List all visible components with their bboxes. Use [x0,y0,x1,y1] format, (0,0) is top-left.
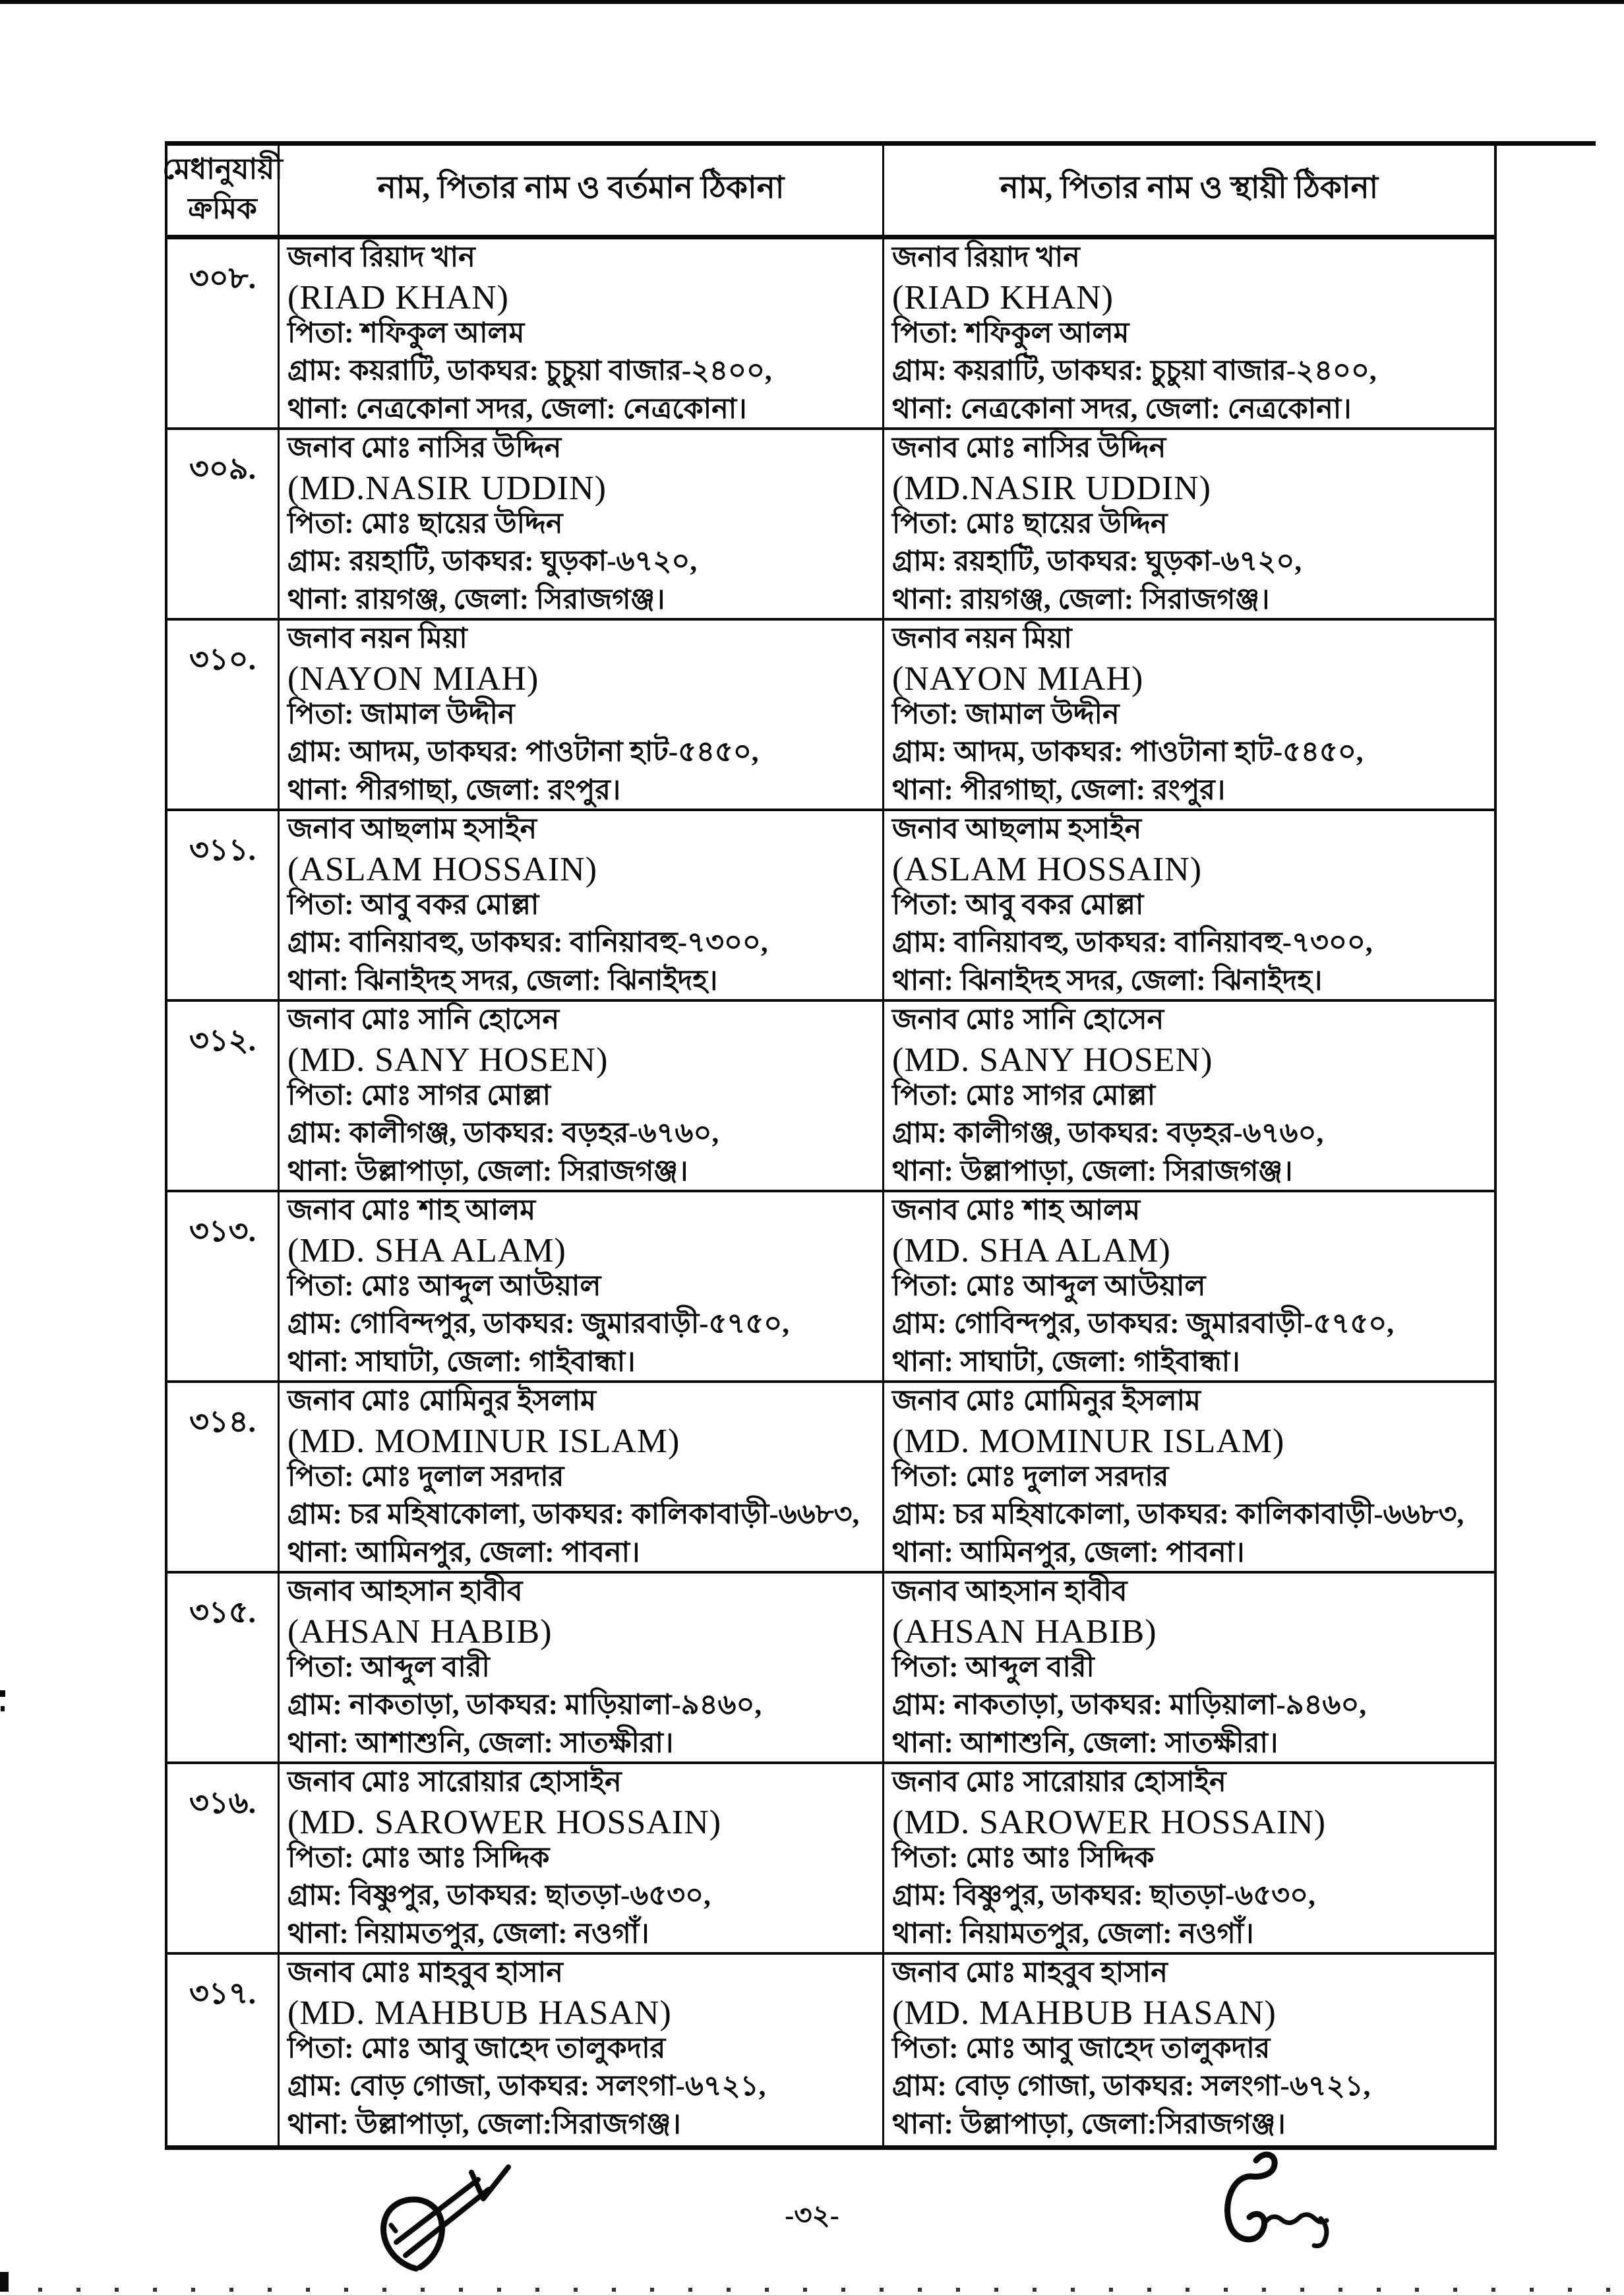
permanent-address-lines [884,239,1494,430]
present-address-lines [280,621,882,811]
permanent-address-lines [884,811,1494,1002]
present-address-lines [280,239,882,430]
person-name-bn: জনাব নয়ন মিয়া [892,623,1072,655]
father-name: পিতা: মোঃ দুলাল সরদার [287,1461,564,1492]
village-postoffice-line: গ্রাম: কালীগঞ্জ, ডাকঘর: বড়হর-৬৭৬০, [287,1118,719,1149]
permanent-address-cell [884,1574,1494,1761]
father-name: পিতা: জামাল উদ্দীন [892,698,1120,730]
table-row [167,621,1494,811]
header-serial-line2: ক্রমিক [188,193,257,225]
person-name-en: (AHSAN HABIB) [287,1612,553,1651]
table-row [167,239,1494,430]
father-name: পিতা: মোঃ সাগর মোল্লা [287,1080,551,1111]
present-address-cell [280,1383,884,1571]
person-name-bn: জনাব মোঃ মোমিনুর ইসলাম [287,1386,596,1417]
serial-number: ৩০৮. [189,261,256,295]
header-serial-column [162,144,283,235]
person-name-en: (RIAD KHAN) [892,278,1114,317]
permanent-address-cell [884,239,1494,427]
village-postoffice-line: গ্রাম: বোড় গোজা, ডাকঘর: সলংগা-৬৭২১, [287,2071,766,2102]
person-name-en: (MD. SANY HOSEN) [892,1041,1213,1079]
left-signature-icon [365,2162,523,2274]
village-postoffice-line: গ্রাম: রয়হাটি, ডাকঘর: ঘুড়কা-৬৭২০, [287,546,698,578]
header-permanent-address-column [884,144,1494,235]
serial-cell [167,1192,280,1380]
thana-district-line: থানা: নেত্রকোনা সদর, জেলা: নেত্রকোনা। [892,393,1352,425]
present-address-lines [280,811,882,1002]
person-name-en: (NAYON MIAH) [892,659,1144,698]
permanent-address-cell [884,1955,1494,2145]
page-number: -৩২- [785,2201,839,2231]
permanent-address-cell [884,1192,1494,1380]
present-address-cell [280,1764,884,1952]
person-name-bn: জনাব আহসান হাবীব [287,1576,523,1608]
thana-district-line: থানা: সাঘাটা, জেলা: গাইবান্ধা। [892,1346,1240,1378]
table-row [167,430,1494,621]
scan-edge-line [0,0,1624,4]
header-permanent-address-label: নাম, পিতার নাম ও স্থায়ী ঠিকানা [1000,171,1379,205]
person-name-bn: জনাব মোঃ মোমিনুর ইসলাম [892,1386,1201,1417]
father-name: পিতা: আব্দুল বারী [287,1651,490,1683]
person-name-bn: জনাব মোঃ সানি হোসেন [892,1004,1164,1036]
serial-cell [167,1955,280,2145]
serial-cell [167,1383,280,1571]
person-name-en: (MD. SANY HOSEN) [287,1041,609,1079]
present-address-cell [280,811,884,999]
permanent-address-cell [884,430,1494,618]
thana-district-line: থানা: আমিনপুর, জেলা: পাবনা। [892,1537,1245,1568]
village-postoffice-line: গ্রাম: আদম, ডাকঘর: পাওটানা হাট-৫৪৫০, [287,737,759,768]
serial-number: ৩১০. [189,642,256,676]
village-postoffice-line: গ্রাম: চর মহিষাকোলা, ডাকঘর: কালিকাবাড়ী-৬৬৮৩, [892,1499,1464,1531]
father-name: পিতা: মোঃ আবু জাহেদ তালুকদার [892,2033,1271,2064]
permanent-address-cell [884,811,1494,999]
person-name-en: (ASLAM HOSSAIN) [287,850,598,888]
father-name: পিতা: মোঃ আঃ সিদ্দিক [287,1842,550,1874]
person-name-bn: জনাব রিয়াদ খান [287,242,475,274]
person-name-bn: জনাব মোঃ সারোয়ার হোসাইন [287,1767,622,1798]
present-address-cell [280,1002,884,1190]
table-row [167,1764,1494,1955]
permanent-address-cell [884,621,1494,809]
thana-district-line: থানা: রায়গঞ্জ, জেলা: সিরাজগঞ্জ। [287,584,665,615]
person-name-en: (ASLAM HOSSAIN) [892,850,1203,888]
village-postoffice-line: গ্রাম: নাকতাড়া, ডাকঘর: মাড়িয়ালা-৯৪৬০, [287,1690,762,1721]
header-present-address-label: নাম, পিতার নাম ও বর্তমান ঠিকানা [377,171,785,205]
person-name-en: (RIAD KHAN) [287,278,509,317]
person-name-en: (MD. SHA ALAM) [287,1231,566,1270]
permanent-address-lines [884,1002,1494,1192]
scan-corner-mark [0,2272,9,2292]
village-postoffice-line: গ্রাম: গোবিন্দপুর, ডাকঘর: জুমারবাড়ী-৫৭৫০, [287,1308,789,1340]
thana-district-line: থানা: নেত্রকোনা সদর, জেলা: নেত্রকোনা। [287,393,747,425]
thana-district-line: থানা: উল্লাপাড়া, জেলা:সিরাজগঞ্জ। [892,2108,1286,2140]
person-name-bn: জনাব আছলাম হসাইন [892,814,1142,845]
person-name-en: (AHSAN HABIB) [892,1612,1157,1651]
present-address-lines [280,1955,882,2145]
father-name: পিতা: মোঃ ছায়ের উদ্দিন [287,508,563,539]
father-name: পিতা: মোঃ আঃ সিদ্দিক [892,1842,1155,1874]
table-row [167,1002,1494,1192]
village-postoffice-line: গ্রাম: কয়রাটি, ডাকঘর: চুচুয়া বাজার-২৪০০, [892,355,1377,387]
serial-number: ৩১৩. [189,1214,256,1248]
permanent-address-lines [884,1574,1494,1764]
person-name-bn: জনাব আছলাম হসাইন [287,814,537,845]
serial-number: ৩১৭. [189,1976,256,2010]
person-name-bn: জনাব মোঃ মাহবুব হাসান [892,1957,1168,1989]
thana-district-line: থানা: সাঘাটা, জেলা: গাইবান্ধা। [287,1346,636,1378]
present-address-lines [280,1192,882,1383]
serial-number: ৩১১. [189,833,256,867]
person-name-bn: জনাব মোঃ সানি হোসেন [287,1004,560,1036]
scan-dot [0,1690,5,1697]
village-postoffice-line: গ্রাম: কালীগঞ্জ, ডাকঘর: বড়হর-৬৭৬০, [892,1118,1324,1149]
thana-district-line: থানা: পীরগাছা, জেলা: রংপুর। [287,774,621,806]
person-name-en: (MD. SHA ALAM) [892,1231,1171,1270]
village-postoffice-line: গ্রাম: বানিয়াবহু, ডাকঘর: বানিয়াবহু-৭৩০০, [287,927,768,959]
scan-dot [1,1706,5,1711]
permanent-address-lines [884,621,1494,811]
serial-number: ৩১৬. [189,1786,256,1820]
village-postoffice-line: গ্রাম: আদম, ডাকঘর: পাওটানা হাট-৫৪৫০, [892,737,1364,768]
father-name: পিতা: জামাল উদ্দীন [287,698,515,730]
table-row [167,1383,1494,1574]
village-postoffice-line: গ্রাম: বোড় গোজা, ডাকঘর: সলংগা-৬৭২১, [892,2071,1371,2102]
thana-district-line: থানা: ঝিনাইদহ সদর, জেলা: ঝিনাইদহ। [892,965,1323,996]
serial-number: ৩১২. [189,1024,256,1057]
person-name-en: (MD. SAROWER HOSSAIN) [892,1803,1327,1841]
permanent-address-lines [884,1192,1494,1383]
serial-cell [167,1002,280,1190]
person-name-bn: জনাব রিয়াদ খান [892,242,1080,274]
father-name: পিতা: মোঃ দুলাল সরদার [892,1461,1169,1492]
serial-number: ৩১৪. [189,1405,256,1438]
permanent-address-lines [884,1383,1494,1574]
person-name-en: (MD. MOMINUR ISLAM) [287,1422,680,1460]
father-name: পিতা: শফিকুল আলম [287,317,525,349]
person-name-bn: জনাব মোঃ নাসির উদ্দিন [892,433,1166,464]
thana-district-line: থানা: রায়গঞ্জ, জেলা: সিরাজগঞ্জ। [892,584,1270,615]
serial-number: ৩১৫. [189,1595,256,1629]
village-postoffice-line: গ্রাম: বিষ্ণুপুর, ডাকঘর: ছাতড়া-৬৫৩০, [892,1880,1315,1912]
person-name-en: (MD. MAHBUB HASAN) [892,1994,1277,2032]
present-address-lines [280,1574,882,1764]
father-name: পিতা: আবু বকর মোল্লা [892,889,1144,921]
person-name-bn: জনাব মোঃ মাহবুব হাসান [287,1957,563,1989]
table-row [167,1192,1494,1383]
village-postoffice-line: গ্রাম: নাকতাড়া, ডাকঘর: মাড়িয়ালা-৯৪৬০, [892,1690,1367,1721]
thana-district-line: থানা: আমিনপুর, জেলা: পাবনা। [287,1537,640,1568]
right-signature-icon [1217,2147,1355,2266]
present-address-lines [280,430,882,621]
father-name: পিতা: মোঃ আব্দুল আউয়াল [892,1270,1206,1302]
person-name-en: (MD.NASIR UDDIN) [892,469,1211,507]
thana-district-line: থানা: উল্লাপাড়া, জেলা: সিরাজগঞ্জ। [287,1155,688,1187]
thana-district-line: থানা: উল্লাপাড়া, জেলা: সিরাজগঞ্জ। [892,1155,1293,1187]
table-row [167,1574,1494,1764]
scan-edge-noise [0,2288,1624,2292]
present-address-cell [280,621,884,809]
serial-cell [167,811,280,999]
present-address-lines [280,1002,882,1192]
permanent-address-lines [884,1955,1494,2145]
village-postoffice-line: গ্রাম: বানিয়াবহু, ডাকঘর: বানিয়াবহু-৭৩০০, [892,927,1373,959]
father-name: পিতা: আবু বকর মোল্লা [287,889,539,921]
table-row [167,1955,1494,2145]
father-name: পিতা: মোঃ সাগর মোল্লা [892,1080,1156,1111]
person-name-en: (MD.NASIR UDDIN) [287,469,607,507]
person-name-bn: জনাব নয়ন মিয়া [287,623,467,655]
thana-district-line: থানা: উল্লাপাড়া, জেলা:সিরাজগঞ্জ। [287,2108,681,2140]
thana-district-line: থানা: নিয়ামতপুর, জেলা: নওগাঁ। [892,1918,1254,1949]
person-name-en: (NAYON MIAH) [287,659,539,698]
village-postoffice-line: গ্রাম: কয়রাটি, ডাকঘর: চুচুয়া বাজার-২৪০০, [287,355,772,387]
person-name-en: (MD. SAROWER HOSSAIN) [287,1803,722,1841]
merit-list-table [162,144,1497,2150]
village-postoffice-line: গ্রাম: গোবিন্দপুর, ডাকঘর: জুমারবাড়ী-৫৭৫০, [892,1308,1394,1340]
person-name-en: (MD. MOMINUR ISLAM) [892,1422,1285,1460]
thana-district-line: থানা: আশাশুনি, জেলা: সাতক্ষীরা। [287,1727,674,1759]
permanent-address-cell [884,1002,1494,1190]
village-postoffice-line: গ্রাম: রয়হাটি, ডাকঘর: ঘুড়কা-৬৭২০, [892,546,1302,578]
person-name-bn: জনাব আহসান হাবীব [892,1576,1128,1608]
permanent-address-cell [884,1383,1494,1571]
thana-district-line: থানা: নিয়ামতপুর, জেলা: নওগাঁ। [287,1918,649,1949]
father-name: পিতা: শফিকুল আলম [892,317,1129,349]
permanent-address-lines [884,1764,1494,1955]
serial-cell [167,1574,280,1761]
present-address-cell [280,1192,884,1380]
header-serial-line1: মেধানুযায়ী [162,153,283,185]
table-header-row [162,144,1494,239]
permanent-address-cell [884,1764,1494,1952]
present-address-cell [280,1955,884,2145]
present-address-cell [280,1574,884,1761]
serial-number: ৩০৯. [189,452,256,485]
present-address-lines [280,1764,882,1955]
table-row [167,811,1494,1002]
father-name: পিতা: মোঃ ছায়ের উদ্দিন [892,508,1168,539]
header-present-address-column [280,144,884,235]
serial-cell [167,430,280,618]
table-body [167,239,1494,2145]
permanent-address-lines [884,430,1494,621]
serial-cell [167,1764,280,1952]
father-name: পিতা: আব্দুল বারী [892,1651,1095,1683]
serial-cell [167,239,280,427]
father-name: পিতা: মোঃ আব্দুল আউয়াল [287,1270,601,1302]
person-name-bn: জনাব মোঃ নাসির উদ্দিন [287,433,562,464]
thana-district-line: থানা: পীরগাছা, জেলা: রংপুর। [892,774,1226,806]
village-postoffice-line: গ্রাম: বিষ্ণুপুর, ডাকঘর: ছাতড়া-৬৫৩০, [287,1880,711,1912]
father-name: পিতা: মোঃ আবু জাহেদ তালুকদার [287,2033,666,2064]
present-address-cell [280,430,884,618]
person-name-bn: জনাব মোঃ সারোয়ার হোসাইন [892,1767,1226,1798]
present-address-cell [280,239,884,427]
thana-district-line: থানা: আশাশুনি, জেলা: সাতক্ষীরা। [892,1727,1278,1759]
present-address-lines [280,1383,882,1574]
thana-district-line: থানা: ঝিনাইদহ সদর, জেলা: ঝিনাইদহ। [287,965,718,996]
person-name-bn: জনাব মোঃ শাহ আলম [892,1195,1141,1227]
person-name-bn: জনাব মোঃ শাহ আলম [287,1195,536,1227]
serial-cell [167,621,280,809]
person-name-en: (MD. MAHBUB HASAN) [287,1994,672,2032]
village-postoffice-line: গ্রাম: চর মহিষাকোলা, ডাকঘর: কালিকাবাড়ী-৬৬৮৩, [287,1499,860,1531]
